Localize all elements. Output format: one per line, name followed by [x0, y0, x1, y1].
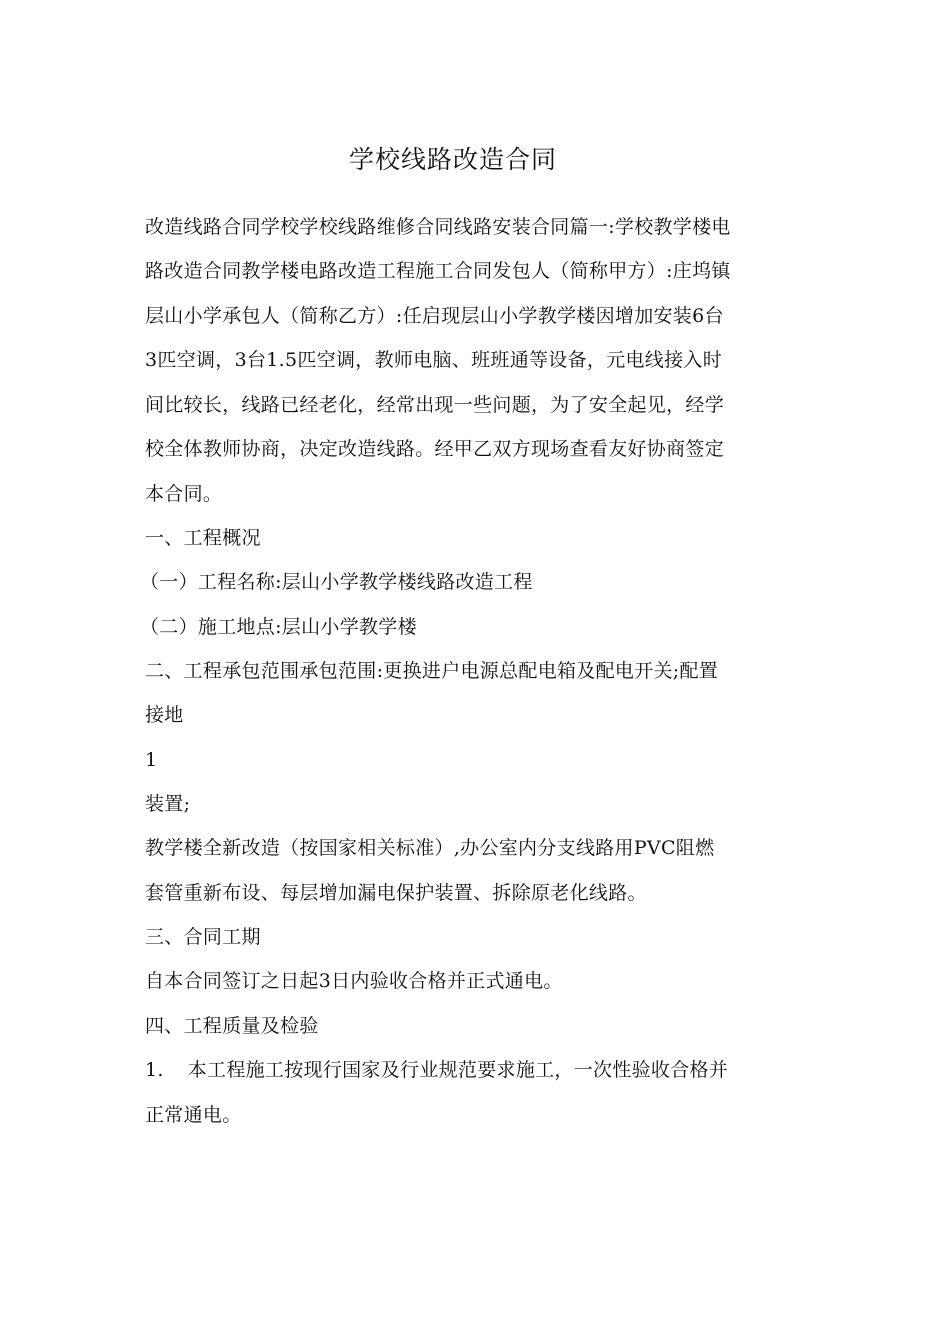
body-line: 间比较长，线路已经老化，经常出现一些问题，为了安全起见，经学 — [145, 394, 725, 416]
sub-item: （二）施工地点:层山小学教学楼 — [140, 616, 417, 638]
numbered-item-text: 本工程施工按现行国家及行业规范要求施工，一次性验收合格并 — [187, 1059, 729, 1081]
numbered-item — [145, 1056, 785, 1084]
body-line: 本合同。 — [145, 483, 223, 505]
body-line: 正常通电。 — [145, 1104, 242, 1126]
list-number: 1. — [145, 1059, 164, 1081]
body-line: 3匹空调，3台1.5匹空调，教师电脑、班班通等设备，元电线接入时 — [145, 349, 722, 371]
body-line: 路改造合同教学楼电路改造工程施工合同发包人（简称甲方）:庄坞镇 — [145, 260, 731, 282]
body-line: 套管重新布设、每层增加漏电保护装置、拆除原老化线路。 — [145, 882, 647, 904]
section-heading: 三、合同工期 — [145, 926, 261, 948]
section-heading: 一、工程概况 — [145, 527, 261, 549]
section-heading: 二、工程承包范围承包范围:更换进户电源总配电箱及配电开关;配置 — [145, 660, 719, 682]
body-line: 自本合同签订之日起3日内验收合格并正式通电。 — [145, 970, 563, 992]
document-title: 学校线路改造合同 — [348, 145, 557, 174]
section-heading: 四、工程质量及检验 — [145, 1015, 319, 1037]
body-line: 改造线路合同学校学校线路维修合同线路安装合同篇一:学校教学楼电 — [145, 216, 731, 238]
body-line: 装置; — [145, 793, 191, 815]
body-line: 教学楼全新改造（按国家相关标准）,办公室内分支线路用PVC阻燃 — [145, 837, 715, 859]
body-line: 层山小学承包人（简称乙方）:任启现层山小学教学楼因增加安装6台 — [145, 305, 724, 327]
body-line: 接地 — [145, 704, 184, 726]
sub-item: （一）工程名称:层山小学教学楼线路改造工程 — [140, 571, 533, 593]
body-line: 校全体教师协商，决定改造线路。经甲乙双方现场查看友好协商签定 — [145, 438, 725, 460]
page-number: 1 — [145, 749, 158, 771]
